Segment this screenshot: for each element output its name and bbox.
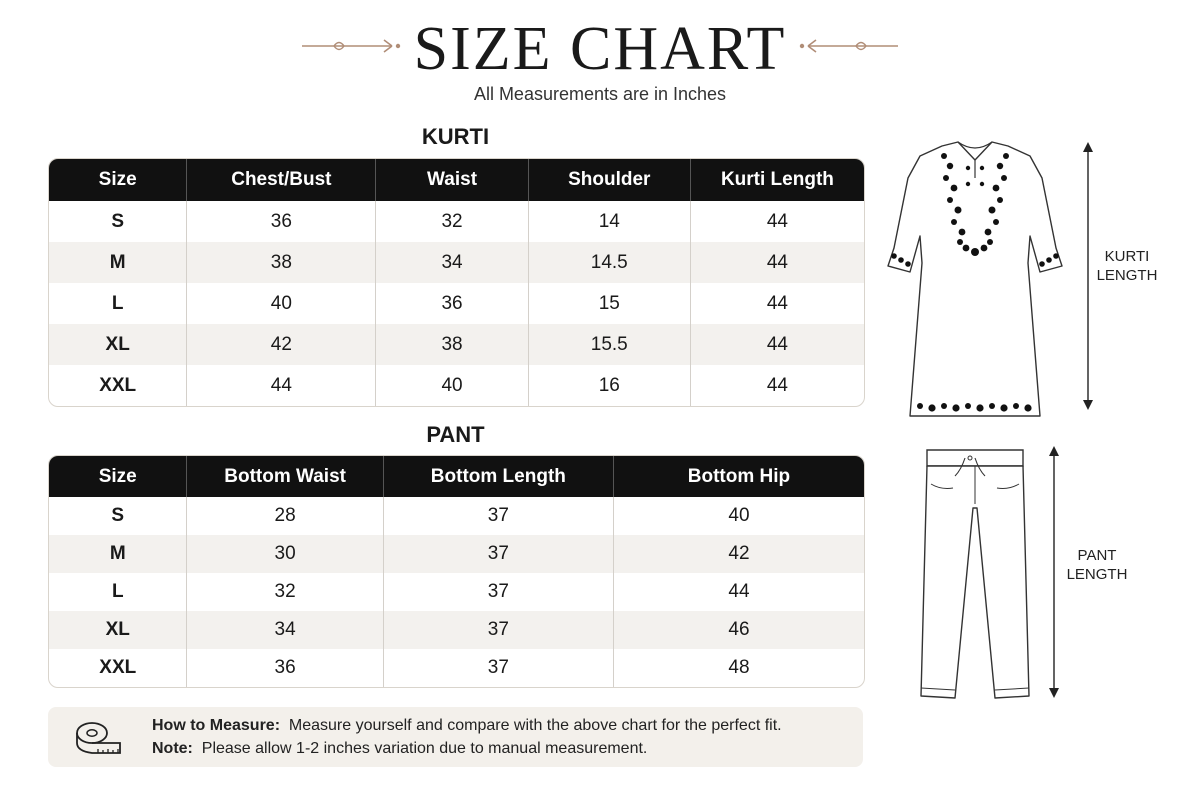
table-cell: 44 [766, 374, 788, 396]
pant-size-table [48, 455, 865, 688]
table-cell: 34 [187, 611, 383, 649]
column-header: Bottom Waist [187, 456, 383, 497]
column-header: Kurti Length [720, 169, 834, 190]
kurti-size-table [48, 158, 865, 407]
table-cell: 32 [376, 201, 528, 242]
table-cell: 37 [384, 649, 614, 687]
column-header: Size [49, 159, 187, 201]
size-cell: M [49, 242, 187, 283]
table-cell: 44 [728, 581, 750, 602]
table-cell: 14 [529, 201, 691, 242]
table-cell: 36 [187, 201, 376, 242]
table-cell: 46 [728, 619, 750, 640]
size-cell: M [49, 535, 187, 573]
table-cell: 38 [187, 242, 376, 283]
size-cell: L [49, 283, 187, 324]
table-cell: 15.5 [529, 324, 691, 365]
kurti-illustration [880, 138, 1070, 423]
page-title: SIZE CHART [413, 15, 787, 83]
table-cell: 48 [728, 657, 750, 678]
table-cell: 44 [766, 251, 788, 273]
size-cell: XL [49, 611, 187, 649]
pant-length-label: PANT LENGTH [1066, 547, 1128, 583]
table-cell: 44 [766, 210, 788, 232]
measurement-note [48, 707, 863, 767]
table-row [49, 283, 864, 324]
table-cell: 37 [384, 611, 614, 649]
how-to-measure-label: How to Measure: [152, 717, 281, 734]
note-text: Please allow 1-2 inches variation due to manual measurement. [201, 740, 648, 757]
table-cell: 28 [187, 497, 383, 535]
table-header-row [49, 456, 864, 497]
page-subtitle: All Measurements are in Inches [473, 84, 727, 104]
table-row [49, 535, 864, 573]
kurti-length-label: KURTI LENGTH [1096, 248, 1158, 284]
pant-section-title: PANT [426, 422, 485, 447]
table-cell: 32 [187, 573, 383, 611]
table-cell: 38 [376, 324, 528, 365]
how-to-measure-line [152, 717, 782, 735]
ornament-divider-icon [790, 36, 900, 56]
table-cell: 36 [376, 283, 528, 324]
page-header [0, 14, 1200, 105]
table-cell: 42 [187, 324, 376, 365]
size-cell: XL [49, 324, 187, 365]
column-header: Waist [376, 159, 528, 201]
ornament-divider-icon [300, 36, 410, 56]
note-label: Note: [152, 740, 193, 757]
table-cell: 37 [384, 497, 614, 535]
table-cell: 40 [728, 505, 750, 526]
table-row [49, 242, 864, 283]
table-row [49, 365, 864, 406]
size-cell: XXL [49, 365, 187, 406]
size-cell: XXL [49, 649, 187, 687]
table-cell: 40 [376, 365, 528, 406]
table-cell: 44 [766, 292, 788, 314]
size-cell: L [49, 573, 187, 611]
table-row [49, 573, 864, 611]
table-row [49, 324, 864, 365]
column-header: Size [49, 456, 187, 497]
table-cell: 30 [187, 535, 383, 573]
table-row [49, 611, 864, 649]
table-cell: 15 [529, 283, 691, 324]
size-cell: S [49, 201, 187, 242]
table-cell: 14.5 [529, 242, 691, 283]
table-cell: 37 [384, 535, 614, 573]
table-cell: 44 [766, 333, 788, 355]
table-cell: 44 [187, 365, 376, 406]
table-cell: 42 [728, 543, 750, 564]
table-cell: 34 [376, 242, 528, 283]
table-cell: 16 [529, 365, 691, 406]
table-cell: 37 [384, 573, 614, 611]
column-header: Bottom Length [384, 456, 614, 497]
measuring-tape-icon [74, 717, 124, 757]
table-header-row [49, 159, 864, 201]
how-to-measure-text: Measure yourself and compare with the above chart for the perfect fit. [288, 717, 782, 734]
table-cell: 40 [187, 283, 376, 324]
table-row [49, 201, 864, 242]
column-header: Chest/Bust [187, 159, 376, 201]
table-cell: 36 [187, 649, 383, 687]
column-header: Shoulder [529, 159, 691, 201]
size-cell: S [49, 497, 187, 535]
variation-note-line [152, 740, 647, 758]
table-row [49, 497, 864, 535]
column-header: Bottom Hip [687, 465, 791, 487]
table-row [49, 649, 864, 687]
pant-illustration [915, 444, 1035, 704]
kurti-section-title: KURTI [421, 124, 490, 149]
